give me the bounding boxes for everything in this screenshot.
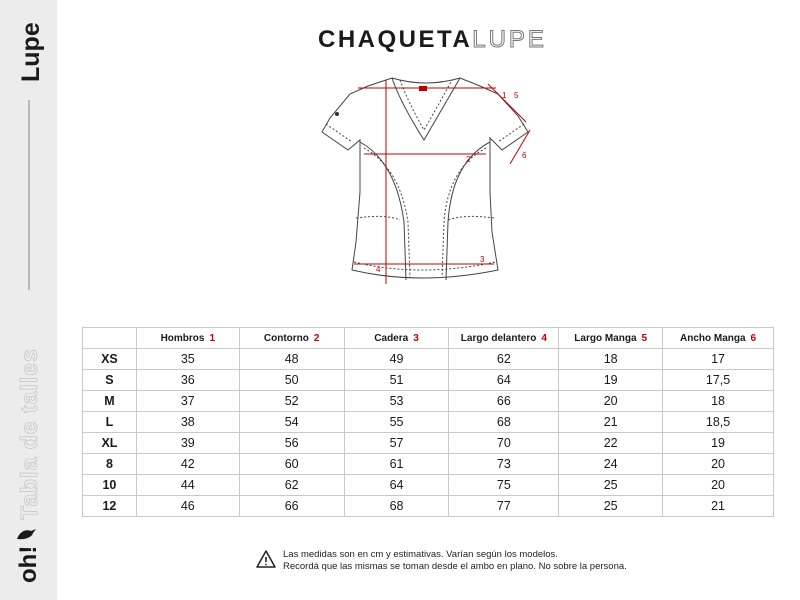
value-cell: 22 <box>559 433 663 454</box>
value-cell: 52 <box>239 391 344 412</box>
value-cell: 66 <box>449 391 559 412</box>
value-cell: 36 <box>136 370 239 391</box>
value-cell: 25 <box>559 475 663 496</box>
value-cell: 68 <box>344 496 449 517</box>
value-cell: 37 <box>136 391 239 412</box>
warning-icon <box>256 549 276 569</box>
value-cell: 53 <box>344 391 449 412</box>
dim-label-3: 3 <box>480 255 485 264</box>
header-contorno: Contorno 2 <box>239 328 344 349</box>
button-icon <box>335 112 339 116</box>
value-cell: 19 <box>559 370 663 391</box>
value-cell: 42 <box>136 454 239 475</box>
table-row <box>83 475 774 496</box>
dim-label-5: 5 <box>514 91 519 100</box>
value-cell: 62 <box>239 475 344 496</box>
table-row <box>83 391 774 412</box>
size-cell: L <box>83 412 137 433</box>
header-largo-manga: Largo Manga 5 <box>559 328 663 349</box>
title-outline: LUPE <box>472 26 547 53</box>
logo-text: oh! <box>15 545 42 583</box>
logo-bird-icon <box>14 527 40 541</box>
note-flat: Recordá que las mismas se toman desde el ambo en plano. No sobre la persona. <box>283 561 627 572</box>
header-cadera: Cadera 3 <box>344 328 449 349</box>
dim-label-1: 1 <box>502 91 507 100</box>
value-cell: 35 <box>136 349 239 370</box>
value-cell: 20 <box>663 454 774 475</box>
header-hombros: Hombros 1 <box>136 328 239 349</box>
size-cell: S <box>83 370 137 391</box>
brand-name: Lupe <box>17 22 45 82</box>
value-cell: 49 <box>344 349 449 370</box>
size-table <box>82 327 774 517</box>
header-blank <box>83 328 137 349</box>
value-cell: 17,5 <box>663 370 774 391</box>
value-cell: 70 <box>449 433 559 454</box>
value-cell: 57 <box>344 433 449 454</box>
value-cell: 20 <box>663 475 774 496</box>
value-cell: 50 <box>239 370 344 391</box>
title-bold: CHAQUETA <box>318 26 473 53</box>
value-cell: 21 <box>559 412 663 433</box>
size-cell: M <box>83 391 137 412</box>
garment-diagram <box>320 72 540 292</box>
note-measures: Las medidas son en cm y estimativas. Varían según los modelos. <box>283 549 558 560</box>
table-row <box>83 370 774 391</box>
dim-label-4: 4 <box>376 265 381 274</box>
value-cell: 39 <box>136 433 239 454</box>
value-cell: 62 <box>449 349 559 370</box>
size-cell: 8 <box>83 454 137 475</box>
table-row <box>83 496 774 517</box>
value-cell: 46 <box>136 496 239 517</box>
value-cell: 56 <box>239 433 344 454</box>
table-row <box>83 412 774 433</box>
value-cell: 54 <box>239 412 344 433</box>
value-cell: 64 <box>449 370 559 391</box>
table-header-row <box>83 328 774 349</box>
value-cell: 18 <box>663 391 774 412</box>
sidebar <box>0 0 57 600</box>
value-cell: 44 <box>136 475 239 496</box>
value-cell: 17 <box>663 349 774 370</box>
value-cell: 64 <box>344 475 449 496</box>
size-cell: 10 <box>83 475 137 496</box>
value-cell: 25 <box>559 496 663 517</box>
sidebar-title: Tabla de talles <box>16 348 42 520</box>
value-cell: 61 <box>344 454 449 475</box>
value-cell: 68 <box>449 412 559 433</box>
value-cell: 75 <box>449 475 559 496</box>
size-cell: 12 <box>83 496 137 517</box>
sidebar-divider <box>28 100 30 290</box>
value-cell: 48 <box>239 349 344 370</box>
header-largo-delantero: Largo delantero 4 <box>449 328 559 349</box>
table-row <box>83 433 774 454</box>
value-cell: 19 <box>663 433 774 454</box>
value-cell: 24 <box>559 454 663 475</box>
value-cell: 77 <box>449 496 559 517</box>
dim-label-2: 2 <box>466 155 471 164</box>
value-cell: 55 <box>344 412 449 433</box>
dim-label-6: 6 <box>522 151 527 160</box>
value-cell: 51 <box>344 370 449 391</box>
header-ancho-manga: Ancho Manga 6 <box>663 328 774 349</box>
value-cell: 21 <box>663 496 774 517</box>
value-cell: 20 <box>559 391 663 412</box>
table-row <box>83 349 774 370</box>
value-cell: 66 <box>239 496 344 517</box>
page-title <box>318 26 547 54</box>
value-cell: 73 <box>449 454 559 475</box>
value-cell: 60 <box>239 454 344 475</box>
value-cell: 18 <box>559 349 663 370</box>
value-cell: 38 <box>136 412 239 433</box>
table-row <box>83 454 774 475</box>
size-cell: XS <box>83 349 137 370</box>
value-cell: 18,5 <box>663 412 774 433</box>
size-cell: XL <box>83 433 137 454</box>
